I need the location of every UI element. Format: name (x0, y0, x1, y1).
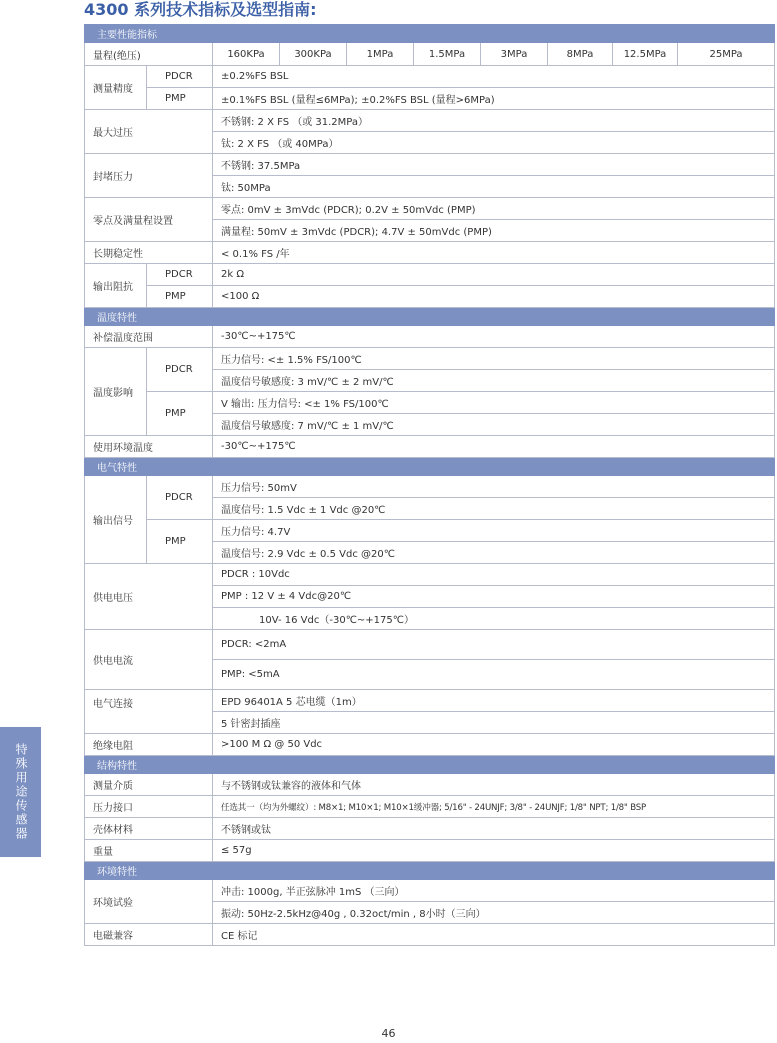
param-label: 供电电流 (85, 630, 213, 690)
spec-value: 压力信号: 4.7V (213, 520, 775, 542)
spec-value: <100 Ω (213, 286, 775, 308)
table-row-output-signal (85, 476, 775, 498)
param-label: 电磁兼容 (85, 924, 213, 946)
spec-value: PMP : 12 V ± 4 Vdc@20℃ (213, 586, 775, 608)
table-row-overpressure (85, 110, 775, 132)
param-label: 长期稳定性 (85, 242, 213, 264)
param-label: 重量 (85, 840, 213, 862)
spec-value: 压力信号: 50mV (213, 476, 775, 498)
spec-value: 满量程: 50mV ± 3mVdc (PDCR); 4.7V ± 50mVdc (PMP) (213, 220, 775, 242)
table-row-temp-effect (85, 392, 775, 414)
spec-value: 不锈钢: 2 X FS （或 31.2MPa） (213, 110, 775, 132)
spec-value: ±0.1%FS BSL (量程≤6MPa); ±0.2%FS BSL (量程>6MPa) (213, 88, 775, 110)
section-header-temperature (85, 308, 775, 326)
range-value: 300KPa (280, 43, 347, 66)
table-row-blocking (85, 154, 775, 176)
section-header-electrical (85, 458, 775, 476)
table-row-supply-voltage (85, 564, 775, 586)
spec-value: 不锈钢: 37.5MPa (213, 154, 775, 176)
param-label: 使用环境温度 (85, 436, 213, 458)
section-title: 主要性能指标 (85, 25, 775, 43)
param-label: 绝缘电阻 (85, 734, 213, 756)
section-header-structure (85, 756, 775, 774)
spec-value: 10V- 16 Vdc（-30℃~+175℃） (213, 608, 775, 630)
table-row-impedance (85, 286, 775, 308)
spec-value: >100 M Ω @ 50 Vdc (213, 734, 775, 756)
section-title: 温度特性 (85, 308, 775, 326)
param-label: 电气连接 (85, 690, 213, 734)
spec-value: PDCR: <2mA (213, 630, 775, 660)
spec-value: ≤ 57g (213, 840, 775, 862)
param-label: 最大过压 (85, 110, 213, 154)
table-row-emc (85, 924, 775, 946)
spec-value: 任选其一（均为外螺纹）: M8×1; M10×1; M10×1缓冲器; 5/16" - 24UNJF; 3/8" - 24UNJF; 1/8" NPT; 1/8" BSP (213, 796, 775, 818)
range-value: 160KPa (213, 43, 280, 66)
range-value: 3MPa (481, 43, 548, 66)
section-title: 结构特性 (85, 756, 775, 774)
table-row-housing (85, 818, 775, 840)
section-header-environment (85, 862, 775, 880)
spec-value: 压力信号: <± 1.5% FS/100℃ (213, 348, 775, 370)
section-title: 环境特性 (85, 862, 775, 880)
sub-label: PMP (147, 392, 213, 436)
section-header-main (85, 25, 775, 43)
section-title: 电气特性 (85, 458, 775, 476)
spec-value: V 输出: 压力信号: <± 1% FS/100℃ (213, 392, 775, 414)
param-label: 温度影响 (85, 348, 147, 436)
sub-label: PMP (147, 286, 213, 308)
range-value: 1.5MPa (414, 43, 481, 66)
table-row-zero-span (85, 198, 775, 220)
param-label: 压力接口 (85, 796, 213, 818)
spec-value: 温度信号: 1.5 Vdc ± 1 Vdc @20℃ (213, 498, 775, 520)
param-label: 测量精度 (85, 66, 147, 110)
spec-value: < 0.1% FS /年 (213, 242, 775, 264)
spec-value: 2k Ω (213, 264, 775, 286)
table-row-medium (85, 774, 775, 796)
sub-label: PDCR (147, 66, 213, 88)
spec-value: 钛: 50MPa (213, 176, 775, 198)
range-value: 1MPa (347, 43, 414, 66)
table-row-weight (85, 840, 775, 862)
spec-value: 温度信号敏感度: 3 mV/℃ ± 2 mV/℃ (213, 370, 775, 392)
spec-table (84, 24, 775, 946)
spec-value: 钛: 2 X FS （或 40MPa） (213, 132, 775, 154)
spec-value: 零点: 0mV ± 3mVdc (PDCR); 0.2V ± 50mVdc (PMP) (213, 198, 775, 220)
table-row-accuracy (85, 88, 775, 110)
spec-value: 5 针密封插座 (213, 712, 775, 734)
table-row-supply-current (85, 630, 775, 660)
spec-value: 温度信号敏感度: 7 mV/℃ ± 1 mV/℃ (213, 414, 775, 436)
table-row-output-signal (85, 520, 775, 542)
spec-value: EPD 96401A 5 芯电缆（1m） (213, 690, 775, 712)
page-title: 4300 系列技术指标及选型指南: (84, 0, 317, 19)
table-row-port (85, 796, 775, 818)
range-value: 12.5MPa (613, 43, 678, 66)
table-row-comp-temp (85, 326, 775, 348)
spec-value: 不锈钢或钛 (213, 818, 775, 840)
spec-value: -30℃~+175℃ (213, 326, 775, 348)
sub-label: PMP (147, 88, 213, 110)
param-label: 输出信号 (85, 476, 147, 564)
param-label: 测量介质 (85, 774, 213, 796)
table-row-accuracy (85, 66, 775, 88)
page-number: 46 (381, 1027, 396, 1040)
spec-value: 振动: 50Hz-2.5kHz@40g , 0.32oct/min , 8小时（三向） (213, 902, 775, 924)
table-row-impedance (85, 264, 775, 286)
spec-value: ±0.2%FS BSL (213, 66, 775, 88)
param-label: 封堵压力 (85, 154, 213, 198)
table-row-stability (85, 242, 775, 264)
param-label: 补偿温度范围 (85, 326, 213, 348)
spec-value: 与不锈钢或钛兼容的液体和气体 (213, 774, 775, 796)
side-category-label: 特殊用途传感器 (14, 743, 28, 841)
sub-label: PDCR (147, 264, 213, 286)
spec-value: PMP: <5mA (213, 660, 775, 690)
range-value: 25MPa (678, 43, 775, 66)
table-row-ambient-temp (85, 436, 775, 458)
side-category-tab (0, 727, 41, 857)
sub-label: PDCR (147, 348, 213, 392)
param-label: 环境试验 (85, 880, 213, 924)
spec-value: 冲击: 1000g, 半正弦脉冲 1mS （三向） (213, 880, 775, 902)
table-row-insulation (85, 734, 775, 756)
table-row-env-test (85, 880, 775, 902)
table-row-connection (85, 690, 775, 712)
sub-label: PMP (147, 520, 213, 564)
table-row-range (85, 43, 775, 66)
table-row-temp-effect (85, 348, 775, 370)
spec-value: -30℃~+175℃ (213, 436, 775, 458)
spec-value: 温度信号: 2.9 Vdc ± 0.5 Vdc @20℃ (213, 542, 775, 564)
spec-value: CE 标记 (213, 924, 775, 946)
param-label: 零点及满量程设置 (85, 198, 213, 242)
param-label: 供电电压 (85, 564, 213, 630)
param-label: 量程(绝压) (85, 43, 213, 66)
param-label: 输出阻抗 (85, 264, 147, 308)
range-value: 8MPa (548, 43, 613, 66)
spec-value: PDCR : 10Vdc (213, 564, 775, 586)
sub-label: PDCR (147, 476, 213, 520)
param-label: 壳体材料 (85, 818, 213, 840)
